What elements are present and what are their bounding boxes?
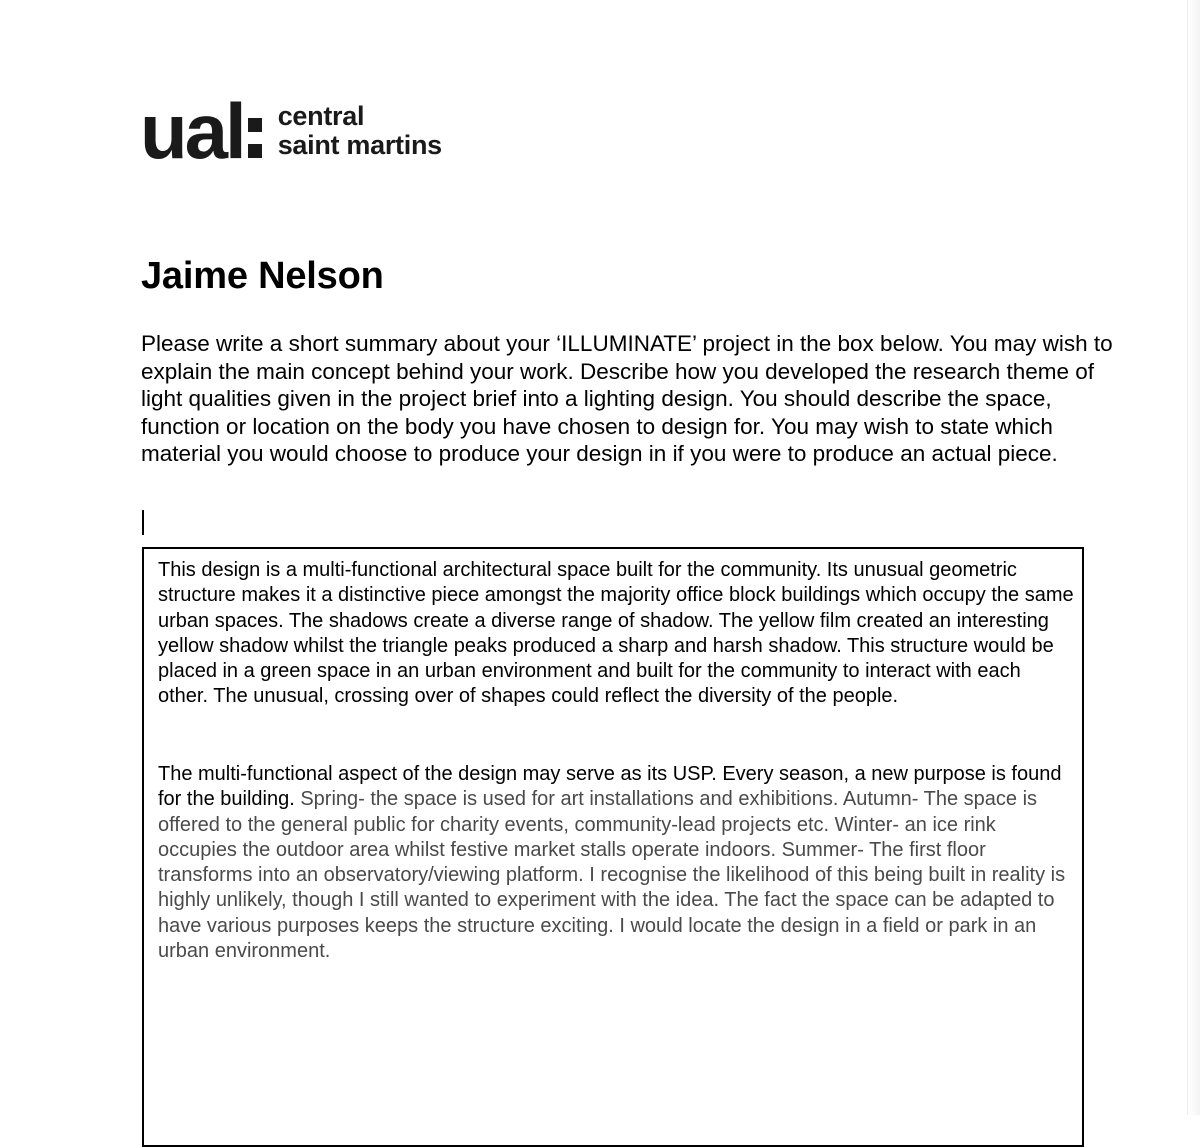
ual-central-saint-martins-logo	[140, 87, 442, 175]
text-cursor	[142, 510, 144, 535]
summary-paragraph-2	[158, 762, 1074, 964]
logo-wordmark	[278, 96, 442, 160]
summary-paragraph-1: This design is a multi-functional architectural space built for the community. Its unusual geometric structure makes it a distinctive piece amongst the majority office block buildings which occupy the same urban spaces. The shadows create a diverse range of shadow. The yellow film created an interesting yellow shadow whilst the triangle peaks produced a sharp and harsh shadow. This structure would be placed in a green space in an urban environment and built for the community to interact with each other. The unusual, crossing over of shapes could reflect the diversity of the people.	[158, 559, 1074, 708]
summary-paragraph-2-seasons: Spring- the space is used for art installations and exhibitions. Autumn- The space is offered to the general public for charity events, community-lead projects etc. Winter- an ice rink occupies the outdoor area whilst festive market stalls operate indoors. Summer- The first floor transforms into an observatory/viewing platform. I recognise the likelihood of this being built in reality is highly unlikely, though I still wanted to experiment with the idea. The fact the space can be adapted to have various purposes keeps the structure exciting. I would locate the design in a field or park in an urban environment.	[158, 788, 1066, 963]
student-name: Jaime Nelson	[141, 255, 384, 297]
summary-text-box[interactable]	[142, 547, 1084, 1147]
logo-colon-top-square	[248, 118, 262, 132]
instructions-text: Please write a short summary about your ‘ILLUMINATE’ project in the box below. You may wish to explain the main concept behind your work. Describe how you developed the research theme of light qualities given in the project brief into a lighting design. You should describe the space, function or location on the body you have chosen to design for. You may wish to state which material you would choose to produce your design in if you were to produce an actual piece.	[141, 331, 1113, 466]
logo-line-1: central	[277, 101, 365, 131]
summary-paragraph-2-intro: The multi-functional aspect of the design may serve as its USP. Every season, a new purpose is found for the building.	[158, 763, 1062, 811]
logo-colon	[248, 96, 268, 166]
page-edge	[1187, 0, 1200, 1115]
logo-mark: ual	[140, 87, 244, 175]
logo-line-2: saint martins	[277, 130, 442, 160]
logo-colon-bottom-square	[248, 144, 262, 158]
